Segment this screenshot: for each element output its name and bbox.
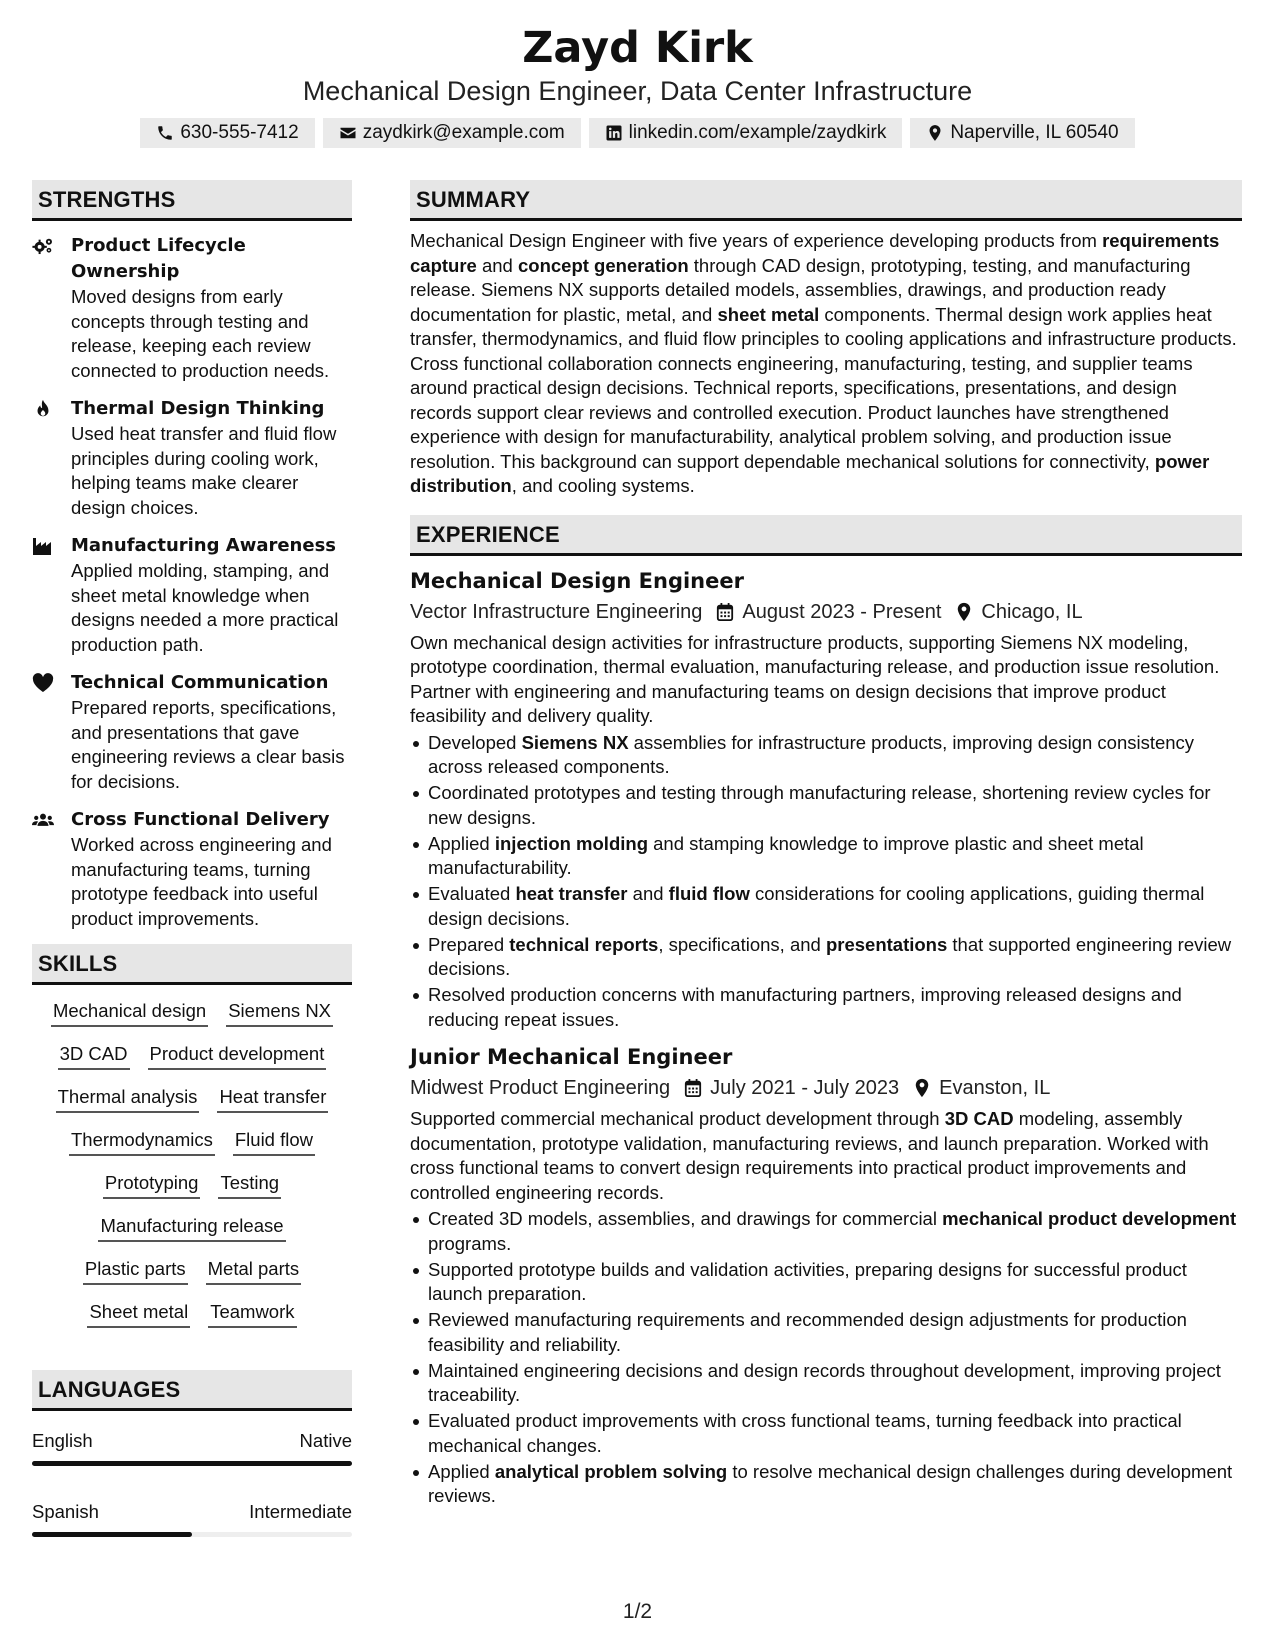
text-run: Applied xyxy=(428,832,495,854)
job-dates: August 2023 - Present xyxy=(742,600,942,623)
text-run: and stamping knowledge to improve plastic and sheet metal manufacturability. xyxy=(428,832,1144,878)
text-run: and xyxy=(476,254,518,276)
text-run: Resolved production concerns with manufacturing partners, improving released designs and reducing repeat issues. xyxy=(428,984,1182,1030)
resume-header xyxy=(0,22,1275,148)
skill-tag: Plastic parts xyxy=(83,1257,188,1285)
strength-description: Applied molding, stamping, and sheet metal knowledge when designs needed a more practical production path. xyxy=(71,560,339,655)
skill-tag: Metal parts xyxy=(206,1257,302,1285)
skill-tag: Product development xyxy=(148,1042,327,1070)
text-run: , and cooling systems. xyxy=(511,475,695,496)
text-run: Supported prototype builds and validation activities, preparing designs for successful product launch preparation. xyxy=(428,1258,1187,1304)
page-number: 1/2 xyxy=(622,1600,653,1623)
achievement-item xyxy=(410,731,1242,780)
language-row xyxy=(32,1500,352,1524)
text-run: Reviewed manufacturing requirements and recommended design adjustments for production feasibility and reliability. xyxy=(428,1309,1187,1355)
strength-description: Prepared reports, specifications, and presentations that gave engineering reviews a clear basis for decisions. xyxy=(71,697,345,792)
bold-text: injection molding xyxy=(494,832,648,854)
strength-item xyxy=(32,807,352,931)
job-meta xyxy=(410,598,1242,626)
strength-item xyxy=(32,533,352,657)
bold-text: concept generation xyxy=(517,254,689,276)
summary-text xyxy=(410,229,1242,499)
envelope-icon xyxy=(339,124,357,142)
text-run: , specifications, and xyxy=(658,933,826,955)
proficiency-bar xyxy=(32,1461,352,1466)
text-run: to resolve mechanical design challenges during development reviews. xyxy=(428,1460,1233,1506)
gears-icon xyxy=(32,233,71,383)
achievement-item xyxy=(410,832,1242,881)
achievement-item xyxy=(410,1359,1242,1408)
bold-text: fluid flow xyxy=(668,883,750,904)
text-run: Prepared xyxy=(428,933,510,955)
strength-title: Product Lifecycle Ownership xyxy=(71,235,246,282)
skill-tag: Testing xyxy=(218,1171,281,1199)
calendar-icon xyxy=(684,1078,702,1098)
languages-heading: LANGUAGES xyxy=(32,1370,352,1411)
job-title: Mechanical Design Engineer xyxy=(410,568,744,593)
text-run: and xyxy=(627,883,669,904)
skill-tag: Mechanical design xyxy=(51,999,208,1027)
text-run: components. Thermal design work applies heat transfer, thermodynamics, and fluid flow principles to cooling applications and infrastructure products. Cross functional collaboration connects engineering, manufacturing, testing, and supplier teams around practical design decisions. Technical reports, specifications, presentations, and design records support clear reviews and controlled execution. Product launches have strengthened experience with design for manufacturability, analytical problem solving, and production issue resolution. This background can support dependable mechanical solutions for connectivity, xyxy=(410,303,1237,472)
map-pin-icon xyxy=(955,602,973,622)
linkedin-chip[interactable] xyxy=(589,118,903,148)
text-run: Developed xyxy=(428,731,522,753)
bold-text: sheet metal xyxy=(717,303,820,325)
skill-tag: Prototyping xyxy=(103,1171,201,1199)
proficiency-bar xyxy=(32,1532,352,1537)
bold-text: requirements capture xyxy=(410,230,1220,276)
text-run: Evaluated xyxy=(428,883,516,904)
bold-text: heat transfer xyxy=(515,883,628,904)
strengths-list xyxy=(32,233,352,931)
text-run: through CAD design, prototyping, testing, and manufacturing release. Siemens NX supports detailed models, assemblies, drawings, and production ready documentation for plastic, metal, and xyxy=(410,254,1191,325)
experience-entry xyxy=(410,1042,1242,1509)
achievement-item xyxy=(410,983,1242,1032)
language-level: Native xyxy=(299,1430,352,1451)
bold-text: technical reports xyxy=(509,933,659,955)
achievement-item xyxy=(410,1460,1242,1509)
text-run: Supported commercial mechanical product development through xyxy=(410,1108,945,1129)
phone-chip[interactable] xyxy=(140,118,314,148)
skill-tag: Teamwork xyxy=(208,1300,296,1328)
bold-text: power distribution xyxy=(410,450,1210,496)
bold-text: mechanical product development xyxy=(942,1208,1237,1229)
heart-icon xyxy=(32,670,71,794)
skill-tag: Thermodynamics xyxy=(69,1128,215,1156)
job-location: Chicago, IL xyxy=(981,600,1083,623)
language-name: English xyxy=(32,1430,93,1451)
phone-icon xyxy=(156,124,174,142)
achievement-list xyxy=(410,1207,1242,1509)
right-column xyxy=(410,180,1242,1510)
map-pin-icon xyxy=(913,1078,931,1098)
languages-list xyxy=(32,1429,352,1537)
text-run: that supported engineering review decisions. xyxy=(428,933,1232,979)
language-item xyxy=(32,1500,352,1537)
proficiency-fill xyxy=(32,1532,192,1537)
fire-icon xyxy=(32,396,71,520)
language-row xyxy=(32,1429,352,1453)
proficiency-fill xyxy=(32,1461,352,1466)
bold-text: Siemens NX xyxy=(521,731,629,753)
email-text: zaydkirk@example.com xyxy=(362,122,565,143)
left-column xyxy=(32,180,352,1537)
summary-heading: SUMMARY xyxy=(410,180,1242,221)
linkedin-icon xyxy=(605,124,623,142)
text-run: Mechanical Design Engineer with five years of experience developing products from xyxy=(410,230,1103,251)
skill-tag: Sheet metal xyxy=(87,1300,190,1328)
strengths-heading: STRENGTHS xyxy=(32,180,352,221)
bold-text: presentations xyxy=(825,933,948,955)
skill-tag: 3D CAD xyxy=(58,1042,130,1070)
experience-list xyxy=(410,566,1242,1509)
language-name: Spanish xyxy=(32,1501,99,1522)
text-run: modeling, assembly documentation, prototype validation, manufacturing reviews, and launch preparation. Worked with cross functional teams to convert design requirements into practical product improvements and controlled engineering records. xyxy=(410,1108,1209,1203)
contact-bar xyxy=(0,118,1275,148)
strength-text xyxy=(71,533,352,657)
linkedin-text: linkedin.com/example/zaydkirk xyxy=(628,122,887,143)
text-run: Evaluated product improvements with cross functional teams, turning feedback into practical mechanical changes. xyxy=(428,1410,1182,1456)
job-location: Evanston, IL xyxy=(939,1077,1051,1099)
achievement-item xyxy=(410,1409,1242,1458)
strength-item xyxy=(32,396,352,520)
company-name: Midwest Product Engineering xyxy=(410,1077,671,1099)
text-run: Maintained engineering decisions and design records throughout development, improving project traceability. xyxy=(428,1359,1221,1405)
location-text: Naperville, IL 60540 xyxy=(950,122,1119,143)
strength-text xyxy=(71,807,352,931)
skill-tag: Siemens NX xyxy=(226,999,333,1027)
text-run: Applied xyxy=(428,1460,495,1482)
skill-tag: Fluid flow xyxy=(233,1128,315,1156)
bold-text: analytical problem solving xyxy=(494,1460,728,1482)
strength-text xyxy=(71,670,352,794)
strength-text xyxy=(71,233,352,383)
strength-description: Worked across engineering and manufacturing teams, turning prototype feedback into useful product improvements. xyxy=(71,834,332,929)
achievement-item xyxy=(410,882,1242,931)
email-chip[interactable] xyxy=(323,118,581,148)
text-run: assemblies for infrastructure products, improving design consistency across released components. xyxy=(428,731,1195,777)
bold-text: 3D CAD xyxy=(944,1108,1014,1129)
achievement-item xyxy=(410,1258,1242,1307)
achievement-item xyxy=(410,1308,1242,1357)
text-run: Own mechanical design activities for infrastructure products, supporting Siemens NX modeling, prototype coordination, thermal evaluation, manufacturing release, and production issue resolution. Partner with engineering and manufacturing teams on design decisions that improve product feasibility and delivery quality. xyxy=(410,631,1220,726)
job-title: Junior Mechanical Engineer xyxy=(410,1045,733,1069)
company-name: Vector Infrastructure Engineering xyxy=(410,600,703,623)
users-icon xyxy=(32,807,71,931)
achievement-list xyxy=(410,731,1242,1033)
achievement-item xyxy=(410,933,1242,982)
candidate-name: Zayd Kirk xyxy=(522,23,753,73)
strength-text xyxy=(71,396,352,520)
strength-item xyxy=(32,670,352,794)
job-description xyxy=(410,1107,1242,1205)
strength-title: Cross Functional Delivery xyxy=(71,809,330,830)
text-run: Coordinated prototypes and testing through manufacturing release, shortening review cycles for new designs. xyxy=(428,782,1211,828)
language-item xyxy=(32,1429,352,1466)
strength-description: Used heat transfer and fluid flow principles during cooling work, helping teams make clearer design choices. xyxy=(71,423,337,518)
skill-tag: Thermal analysis xyxy=(56,1085,200,1113)
phone-text: 630-555-7412 xyxy=(180,122,299,143)
text-run: considerations for cooling applications, guiding thermal design decisions. xyxy=(428,883,1205,929)
map-pin-icon xyxy=(926,124,944,142)
strength-item xyxy=(32,233,352,383)
industry-icon xyxy=(32,533,71,657)
strength-title: Technical Communication xyxy=(71,672,329,693)
candidate-title: Mechanical Design Engineer, Data Center Infrastructure xyxy=(302,76,973,106)
skill-tag: Manufacturing release xyxy=(98,1214,285,1242)
job-description xyxy=(410,631,1242,729)
text-run: programs. xyxy=(428,1232,512,1254)
job-meta xyxy=(410,1074,1242,1102)
skill-tag: Heat transfer xyxy=(217,1085,328,1113)
strength-title: Manufacturing Awareness xyxy=(71,535,337,556)
text-run: Created 3D models, assemblies, and drawings for commercial xyxy=(428,1208,943,1229)
strength-description: Moved designs from early concepts through testing and release, keeping each review connected to production needs. xyxy=(71,286,330,381)
achievement-item xyxy=(410,1207,1242,1256)
experience-heading: EXPERIENCE xyxy=(410,515,1242,556)
strength-title: Thermal Design Thinking xyxy=(71,398,325,419)
experience-entry xyxy=(410,566,1242,1033)
location-chip xyxy=(910,118,1134,148)
skills-heading: SKILLS xyxy=(32,944,352,985)
language-level: Intermediate xyxy=(249,1501,352,1522)
calendar-icon xyxy=(716,602,734,622)
skills-list xyxy=(32,999,352,1328)
achievement-item xyxy=(410,781,1242,830)
job-dates: July 2021 - July 2023 xyxy=(710,1077,900,1099)
